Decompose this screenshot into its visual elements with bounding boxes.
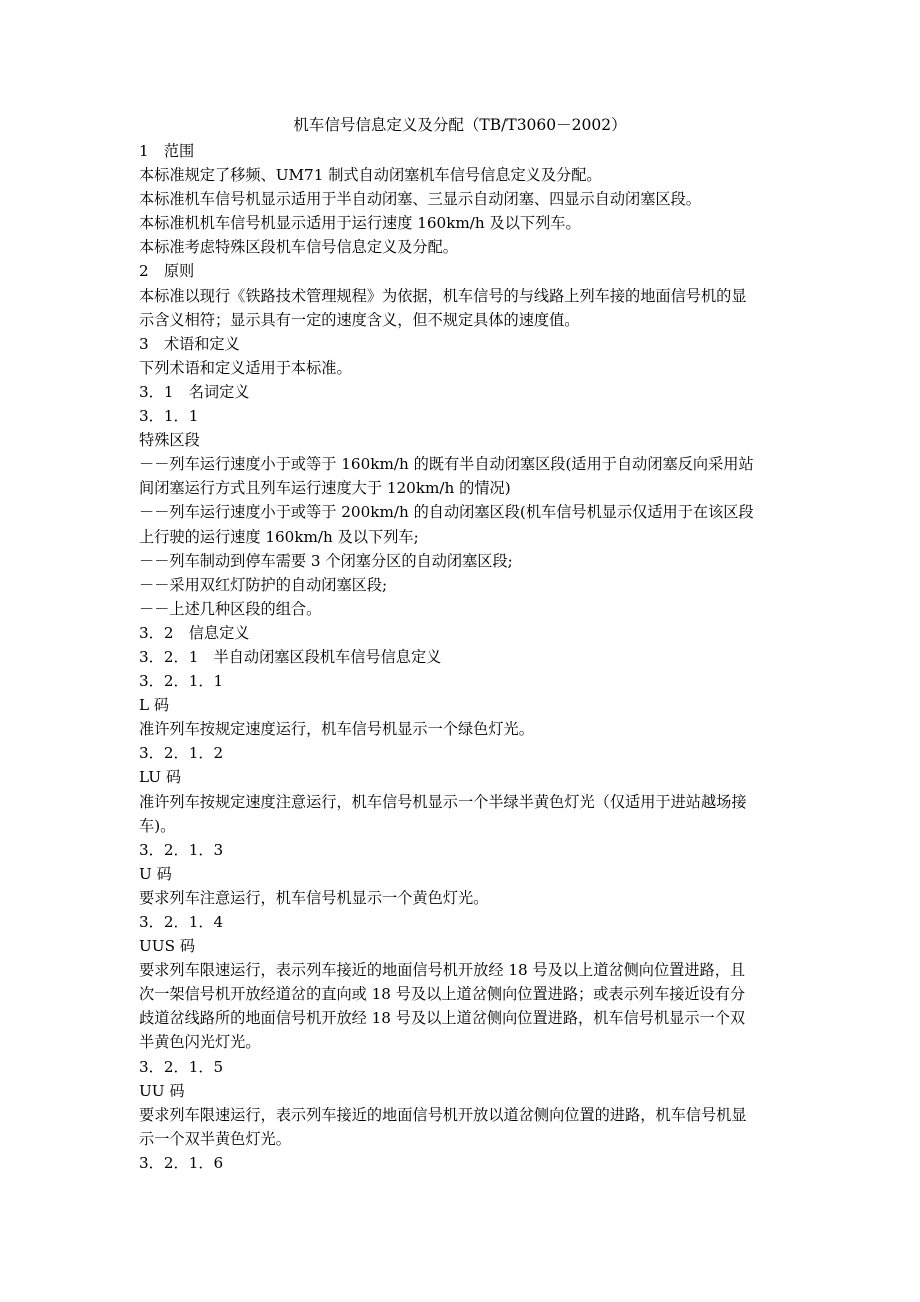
text-line: 半黄色闪光灯光。: [139, 1033, 261, 1052]
text-line: 本标准规定了移频、UM71 制式自动闭塞机车信号信息定义及分配。: [139, 166, 602, 185]
document-body: [139, 139, 789, 1175]
text-line: L 码: [139, 696, 170, 715]
text-line: 要求列车限速运行，表示列车接近的地面信号机开放经 18 号及以上道岔侧向位置进路，且: [139, 961, 746, 980]
text-line: 次一架信号机开放经道岔的直向或 18 号及以上道岔侧向位置进路；或表示列车接近设有分: [139, 985, 746, 1004]
text-line: 准许列车按规定速度注意运行，机车信号机显示一个半绿半黄色灯光（仅适用于进站越场接: [139, 792, 747, 811]
text-line: 要求列车限速运行，表示列车接近的地面信号机开放以道岔侧向位置的进路，机车信号机显: [139, 1105, 747, 1124]
text-line: 3．2．1．3: [139, 840, 224, 859]
text-line: －－列车运行速度小于或等于 200km/h 的自动闭塞区段(机车信号机显示仅适用于在该区段: [139, 503, 754, 522]
text-line: 3．2．1．1: [139, 672, 224, 691]
text-line: 本标准考虑特殊区段机车信号信息定义及分配。: [139, 238, 458, 257]
text-line: UU 码: [139, 1081, 185, 1100]
text-line: 示含义相符；显示具有一定的速度含义，但不规定具体的速度值。: [139, 310, 580, 329]
text-line: 本标准机机车信号机显示适用于运行速度 160km/h 及以下列车。: [139, 214, 581, 233]
text-line: 要求列车注意运行，机车信号机显示一个黄色灯光。: [139, 888, 489, 907]
text-line: －－列车运行速度小于或等于 160km/h 的既有半自动闭塞区段(适用于自动闭塞反向采用站: [139, 455, 754, 474]
text-line: 3．2．1．2: [139, 744, 224, 763]
text-line: 本标准机车信号机显示适用于半自动闭塞、三显示自动闭塞、四显示自动闭塞区段。: [139, 190, 701, 209]
text-line: 本标准以现行《铁路技术管理规程》为依据，机车信号的与线路上列车接的地面信号机的显: [139, 286, 747, 305]
text-line: 3．2．1 半自动闭塞区段机车信号信息定义: [139, 647, 442, 666]
text-line: 1 范围: [139, 142, 195, 160]
text-line: 上行驶的运行速度 160km/h 及以下列车;: [139, 527, 419, 546]
text-line: 3 术语和定义: [139, 334, 240, 353]
text-line: UUS 码: [139, 937, 196, 956]
text-line: 3．2．1．6: [139, 1153, 224, 1172]
text-line: 间闭塞运行方式且列车运行速度大于 120km/h 的情况): [139, 479, 511, 498]
text-line: －－采用双红灯防护的自动闭塞区段;: [139, 575, 388, 594]
text-line: 示一个双半黄色灯光。: [139, 1129, 291, 1148]
text-line: 3．2 信息定义: [139, 623, 250, 642]
text-line: 准许列车按规定速度运行，机车信号机显示一个绿色灯光。: [139, 720, 534, 739]
text-line: U 码: [139, 864, 172, 883]
text-line: 歧道岔线路所的地面信号机开放经 18 号及以上道岔侧向位置进路，机车信号机显示一个双: [139, 1009, 746, 1028]
text-line: 3．1．1: [139, 407, 199, 426]
text-line: 特殊区段: [139, 431, 200, 450]
text-line: 3．1 名词定义: [139, 382, 250, 401]
text-line: －－列车制动到停车需要 3 个闭塞分区的自动闭塞区段;: [139, 551, 513, 570]
text-line: 下列术语和定义适用于本标准。: [139, 358, 352, 377]
text-line: LU 码: [139, 768, 182, 787]
text-line: 2 原则: [139, 262, 195, 281]
document-title: 机车信号信息定义及分配（TB/T3060－2002）: [293, 116, 627, 134]
text-line: －－上述几种区段的组合。: [139, 599, 322, 618]
text-line: 3．2．1．5: [139, 1057, 224, 1076]
text-line: 3．2．1．4: [139, 913, 224, 931]
text-line: 车)。: [139, 816, 176, 835]
